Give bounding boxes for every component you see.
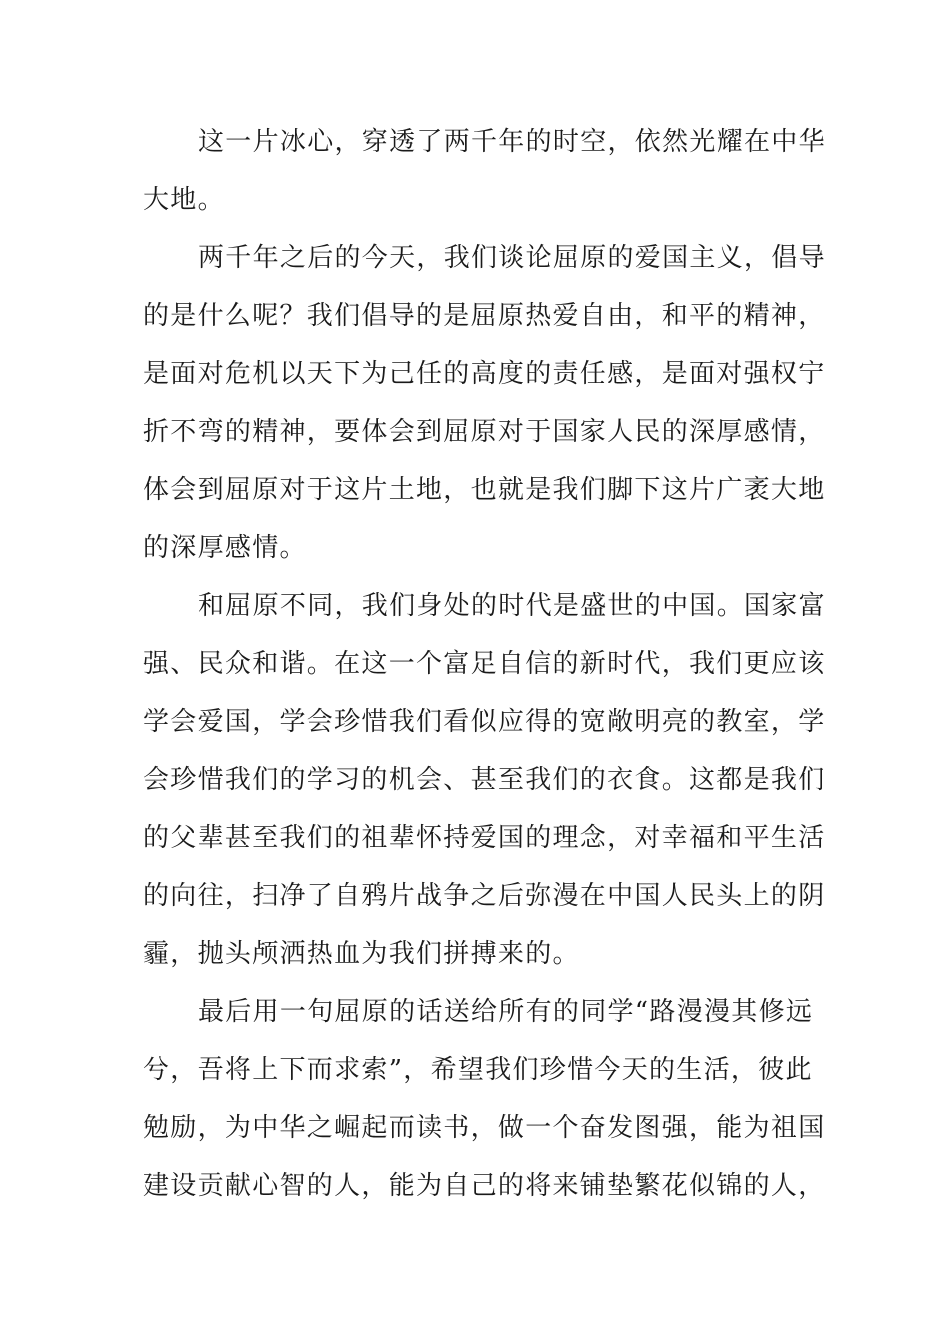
paragraph-1 (143, 120, 826, 236)
text-line: 体会到屈原对于这片土地，也就是我们脚下这片广袤大地 (143, 475, 826, 505)
text-line: 兮，吾将上下而求索”，希望我们珍惜今天的生活，彼此 (143, 1055, 813, 1085)
paragraph-4 (143, 990, 826, 1222)
text-line: 建设贡献心智的人，能为自己的将来铺垫繁花似锦的人， (143, 1171, 826, 1201)
text-line: 这一片冰心，穿透了两千年的时空，依然光耀在中华 (198, 127, 826, 157)
text-line: 学会爱国，学会珍惜我们看似应得的宽敞明亮的教室，学 (143, 707, 826, 737)
text-line: 最后用一句屈原的话送给所有的同学“路漫漫其修远 (198, 997, 814, 1027)
text-line: 霾，抛头颅洒热血为我们拼搏来的。 (143, 939, 580, 969)
text-line: 强、民众和谐。在这一个富足自信的新时代，我们更应该 (143, 649, 826, 679)
paragraph-2 (143, 236, 826, 584)
text-line: 折不弯的精神，要体会到屈原对于国家人民的深厚感情， (143, 417, 826, 447)
text-line: 会珍惜我们的学习的机会、甚至我们的衣食。这都是我们 (143, 765, 826, 795)
text-line: 的是什么呢？我们倡导的是屈原热爱自由，和平的精神， (143, 301, 826, 331)
document-body (143, 120, 826, 1222)
paragraph-3 (143, 584, 826, 990)
text-line: 勉励，为中华之崛起而读书，做一个奋发图强，能为祖国 (143, 1113, 826, 1143)
text-line: 的深厚感情。 (143, 533, 307, 563)
text-line: 的向往，扫净了自鸦片战争之后弥漫在中国人民头上的阴 (143, 881, 826, 911)
text-line: 大地。 (143, 185, 225, 215)
text-line: 的父辈甚至我们的祖辈怀持爱国的理念，对幸福和平生活 (143, 823, 826, 853)
text-line: 两千年之后的今天，我们谈论屈原的爱国主义，倡导 (198, 243, 826, 273)
text-line: 是面对危机以天下为己任的高度的责任感，是面对强权宁 (143, 359, 826, 389)
text-line: 和屈原不同，我们身处的时代是盛世的中国。国家富 (198, 591, 826, 621)
